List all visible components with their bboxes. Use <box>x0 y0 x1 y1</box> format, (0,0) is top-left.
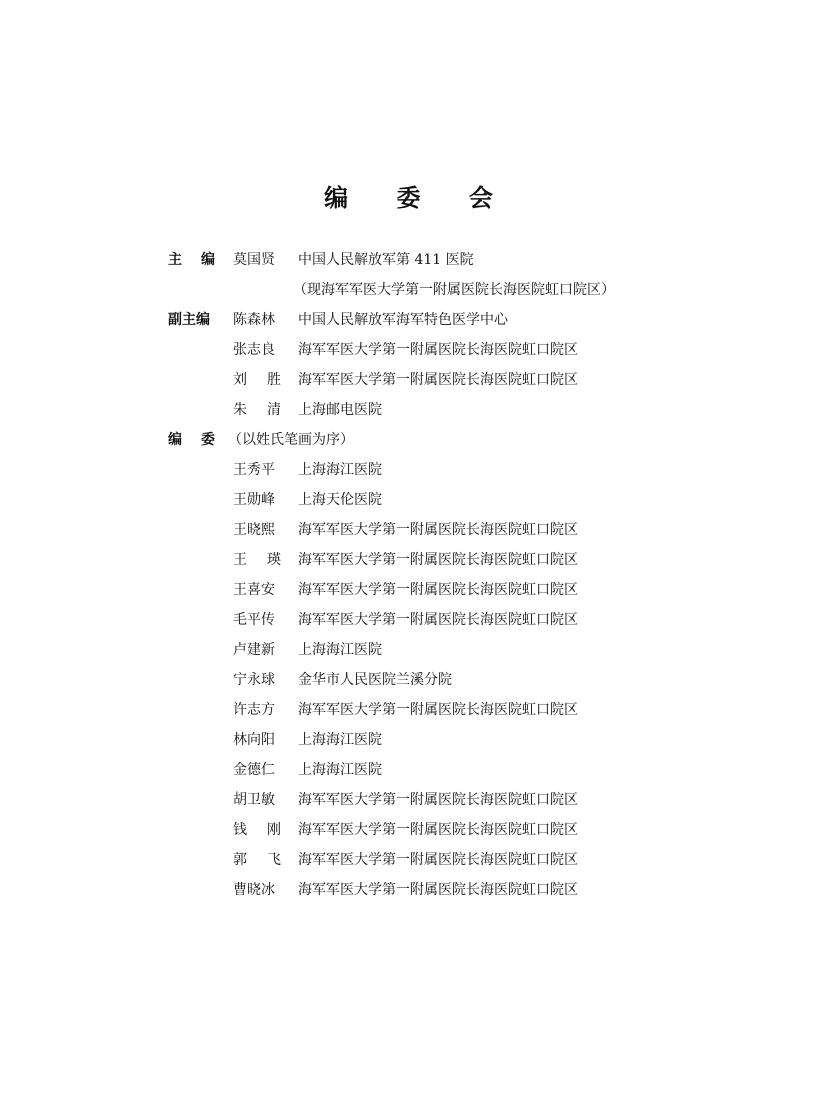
board-member-row <box>168 878 688 908</box>
member-name: 王勋峰 <box>233 492 275 508</box>
member-org: 海军军医大学第一附属医院长海医院虹口院区 <box>298 372 578 388</box>
member-name: 林向阳 <box>233 732 275 748</box>
member-name: 刘 胜 <box>233 372 281 388</box>
chief-editor-note-row <box>168 278 688 308</box>
member-name: 曹晓冰 <box>233 882 275 898</box>
member-name: 许志方 <box>233 702 275 718</box>
deputy-editor-row <box>168 338 688 368</box>
board-member-row <box>168 578 688 608</box>
member-name: 张志良 <box>233 342 275 358</box>
member-name: 莫国贤 <box>233 252 275 268</box>
board-member-row <box>168 638 688 668</box>
member-org: 上海天伦医院 <box>298 492 382 508</box>
deputy-editor-row <box>168 398 688 428</box>
deputy-editor-row <box>168 308 688 338</box>
board-member-row <box>168 728 688 758</box>
member-org: 海军军医大学第一附属医院长海医院虹口院区 <box>298 522 578 538</box>
role-chief-editor: 主 编 <box>168 252 215 268</box>
member-org: 海军军医大学第一附属医院长海医院虹口院区 <box>298 582 578 598</box>
member-name: 陈森林 <box>233 312 275 328</box>
board-member-row <box>168 758 688 788</box>
board-member-row <box>168 668 688 698</box>
member-org: 海军军医大学第一附属医院长海医院虹口院区 <box>298 552 578 568</box>
member-name: 王 瑛 <box>233 552 281 568</box>
deputy-editor-row <box>168 368 688 398</box>
board-member-row <box>168 518 688 548</box>
member-org: 海军军医大学第一附属医院长海医院虹口院区 <box>298 882 578 898</box>
role-deputy-editor: 副主编 <box>168 312 210 328</box>
member-name: 朱 清 <box>233 402 281 418</box>
member-name: 郭 飞 <box>233 852 281 868</box>
board-member-row <box>168 698 688 728</box>
member-org: 上海海江医院 <box>298 642 382 658</box>
member-org: 海军军医大学第一附属医院长海医院虹口院区 <box>298 702 578 718</box>
member-org: 海军军医大学第一附属医院长海医院虹口院区 <box>298 342 578 358</box>
member-org: 上海海江医院 <box>298 762 382 778</box>
member-name: 王晓熙 <box>233 522 275 538</box>
board-member-row <box>168 458 688 488</box>
chief-editor-row <box>168 248 688 278</box>
member-org: 海军军医大学第一附属医院长海医院虹口院区 <box>298 792 578 808</box>
member-name: 金德仁 <box>233 762 275 778</box>
editorial-committee-list <box>168 248 688 908</box>
member-org: 海军军医大学第一附属医院长海医院虹口院区 <box>298 852 578 868</box>
member-org: 中国人民解放军第 411 医院 <box>298 252 474 268</box>
member-org: 海军军医大学第一附属医院长海医院虹口院区 <box>298 822 578 838</box>
member-org: 上海海江医院 <box>298 462 382 478</box>
member-name: 宁永球 <box>233 672 275 688</box>
board-member-row <box>168 548 688 578</box>
member-name: 王喜安 <box>233 582 275 598</box>
member-org: 金华市人民医院兰溪分院 <box>298 672 452 688</box>
board-member-row <box>168 818 688 848</box>
member-org: 上海邮电医院 <box>298 402 382 418</box>
member-name: 毛平传 <box>233 612 275 628</box>
member-name: 卢建新 <box>233 642 275 658</box>
board-member-row <box>168 608 688 638</box>
page-title: 编 委 会 <box>324 184 513 212</box>
member-name: 胡卫敏 <box>233 792 275 808</box>
member-org: 上海海江医院 <box>298 732 382 748</box>
editorial-board-header-row <box>168 428 688 458</box>
member-org: 海军军医大学第一附属医院长海医院虹口院区 <box>298 612 578 628</box>
member-org-note: （现海军军医大学第一附属医院长海医院虹口院区） <box>293 282 615 298</box>
role-editorial-board: 编 委 <box>168 432 215 448</box>
board-member-row <box>168 848 688 878</box>
board-member-row <box>168 488 688 518</box>
member-name: 王秀平 <box>233 462 275 478</box>
member-name: 钱 刚 <box>233 822 281 838</box>
member-org: 中国人民解放军海军特色医学中心 <box>298 312 508 328</box>
board-member-row <box>168 788 688 818</box>
ordering-note: （以姓氏笔画为序） <box>228 432 354 448</box>
